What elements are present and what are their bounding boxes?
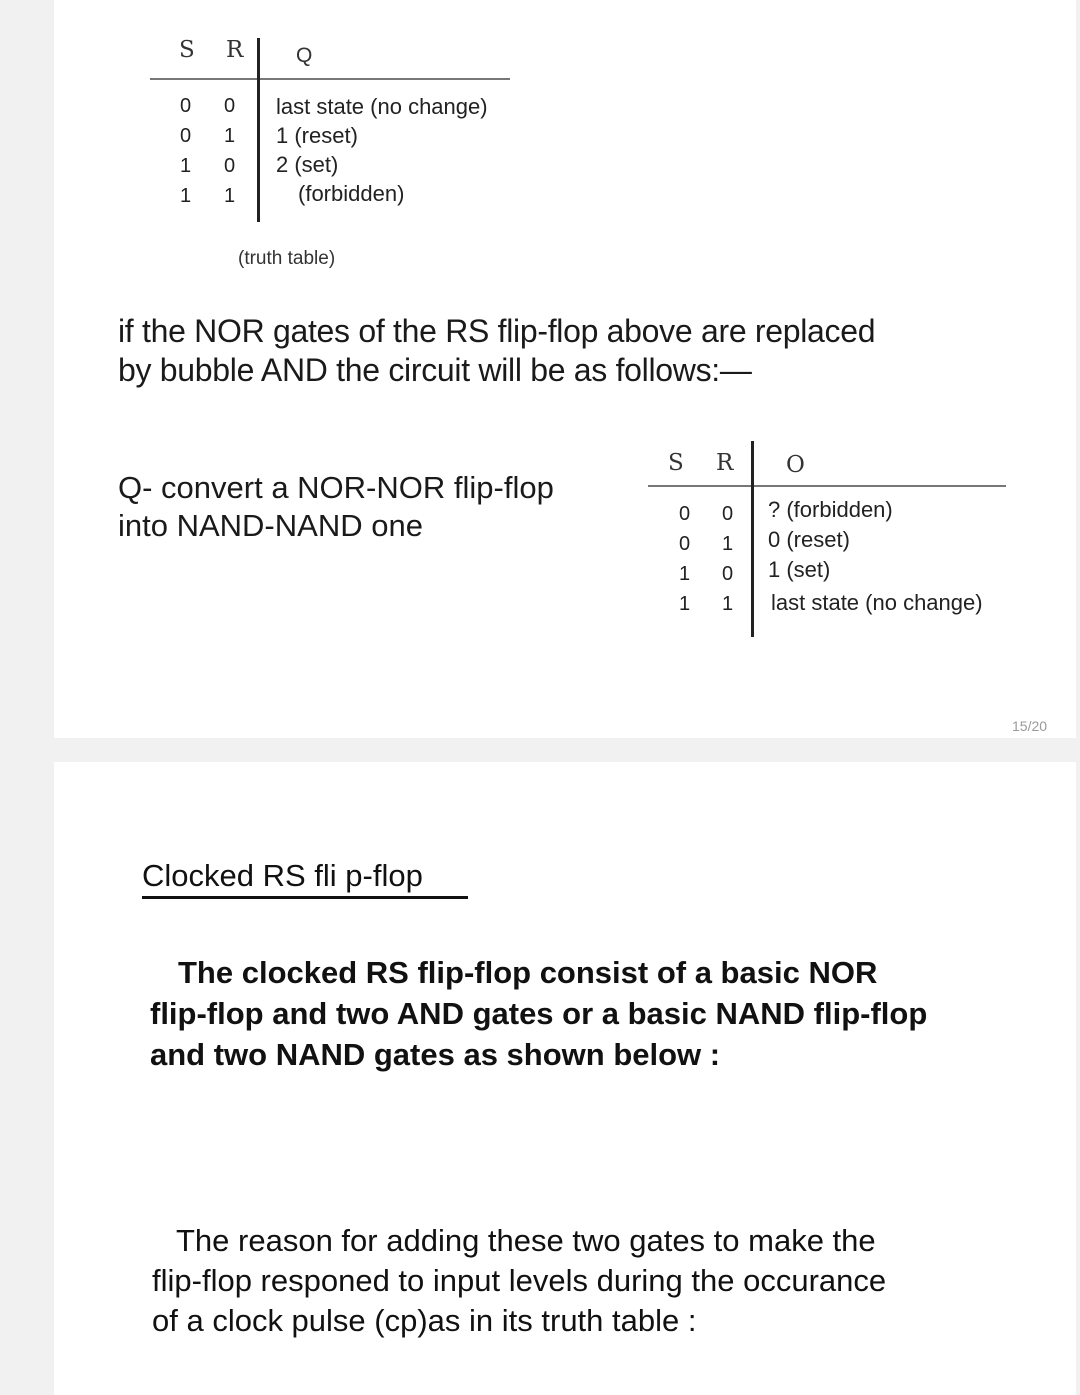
row3-r: 0: [722, 563, 734, 585]
row2-r: 1: [722, 533, 734, 555]
header-divider: [648, 485, 1006, 487]
row1-q: ? (forbidden): [768, 497, 893, 522]
row3-q: 2 (set): [276, 152, 339, 177]
row1-r: 0: [224, 95, 236, 117]
row3-s: 1: [679, 563, 691, 585]
bold-line-1: The clocked RS flip-flop consist of a basic NOR: [178, 955, 878, 990]
row2-s: 0: [679, 533, 691, 555]
row4-r: 1: [224, 185, 236, 207]
paragraph-line-1: if the NOR gates of the RS flip-flop above are replaced: [118, 313, 876, 349]
header-q: Q: [296, 44, 313, 67]
header-s: S: [668, 450, 684, 476]
bold-line-3: and two NAND gates as shown below :: [150, 1037, 721, 1072]
reason-line-3: of a clock pulse (cp)as in its truth table :: [152, 1303, 697, 1338]
header-r: R: [716, 450, 734, 476]
page-number: 15/20: [1012, 718, 1048, 734]
table-caption: (truth table): [238, 248, 336, 269]
question-line-1: Q- convert a NOR-NOR flip-flop: [118, 470, 554, 505]
row4-q: (forbidden): [298, 181, 405, 206]
row2-q: 1 (reset): [276, 123, 358, 148]
document-page-15: [54, 0, 1076, 738]
row2-r: 1: [224, 125, 236, 147]
row1-r: 0: [722, 503, 734, 525]
column-divider: [257, 38, 260, 222]
row4-q: last state (no change): [771, 590, 983, 615]
row2-s: 0: [180, 125, 192, 147]
header-divider: [150, 78, 510, 80]
row2-q: 0 (reset): [768, 527, 850, 552]
row4-s: 1: [679, 593, 691, 615]
reason-line-2: flip-flop responed to input levels during the occurance: [152, 1263, 887, 1298]
row4-s: 1: [180, 185, 192, 207]
section-title-underline: [142, 896, 468, 899]
row3-r: 0: [224, 155, 236, 177]
row3-s: 1: [180, 155, 192, 177]
row1-q: last state (no change): [276, 94, 488, 119]
header-q: O: [786, 452, 805, 478]
row1-s: 0: [679, 503, 691, 525]
row1-s: 0: [180, 95, 192, 117]
document-page-16: [54, 762, 1076, 1395]
section-title: Clocked RS fli p-flop: [142, 858, 423, 893]
header-s: S: [179, 37, 195, 63]
row3-q: 1 (set): [768, 557, 831, 582]
column-divider: [751, 441, 754, 637]
question-line-2: into NAND-NAND one: [118, 508, 423, 543]
row4-r: 1: [722, 593, 734, 615]
bold-line-2: flip-flop and two AND gates or a basic NAND flip-flop: [150, 996, 928, 1031]
header-r: R: [226, 37, 244, 63]
reason-line-1: The reason for adding these two gates to make the: [176, 1223, 876, 1258]
paragraph-line-2: by bubble AND the circuit will be as follows:—: [118, 352, 752, 388]
